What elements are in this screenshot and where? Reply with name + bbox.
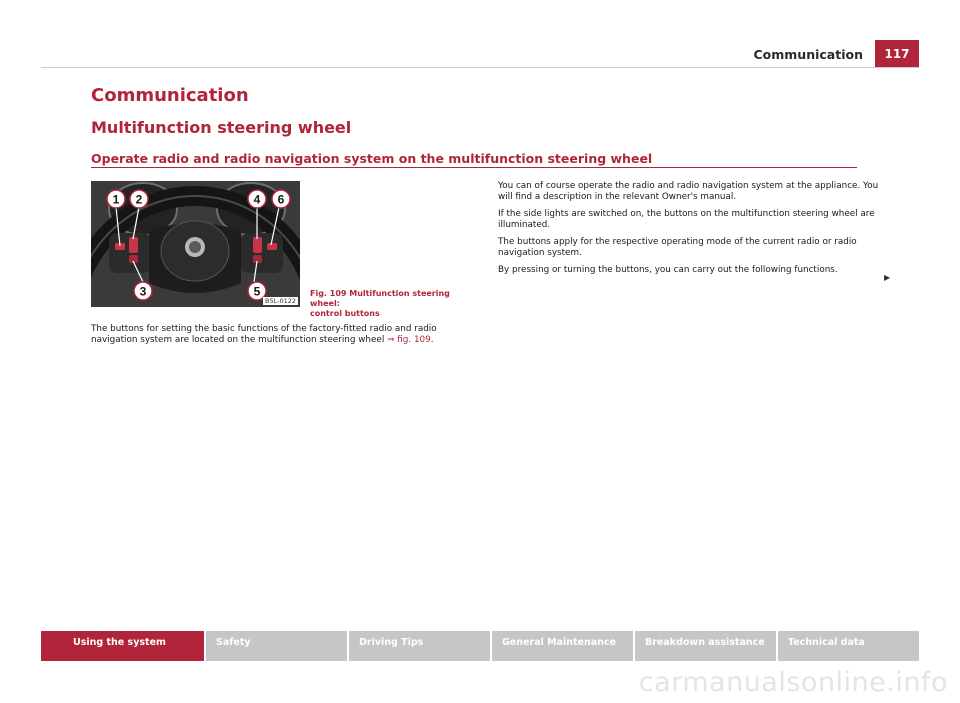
paragraph-operating-mode: The buttons apply for the respective operating mode of the current radio or radio navigation system. [498,237,857,258]
callout-1: 1 [112,192,120,207]
nav-tab-general-maintenance[interactable]: General Maintenance [492,631,633,661]
callout-3: 3 [139,284,147,299]
header-rule [41,67,919,68]
paragraph-illumination: If the side lights are switched on, the buttons on the multifunction steering wheel are illuminated. [498,209,875,230]
bottom-navigation [41,631,919,661]
page-number: 117 [875,40,919,67]
paragraph-functions: By pressing or turning the buttons, you can carry out the following functions. [498,265,838,275]
subsection-rule [91,167,857,168]
nav-tab-breakdown-assistance[interactable]: Breakdown assistance [635,631,776,661]
nav-tab-safety[interactable]: Safety [206,631,347,661]
nav-tab-driving-tips[interactable]: Driving Tips [349,631,490,661]
intro-end: . [430,335,434,345]
nav-tab-using-the-system[interactable]: Using the system [41,631,204,661]
intro-text: The buttons for setting the basic functions of the factory-fitted radio and radio navigation system are located on the multifunction steering wheel [91,324,437,345]
paragraph-appliance: You can of course operate the radio and radio navigation system at the appliance. You will find a description in the relevant Owner's manual. [498,181,879,202]
intro-paragraph [91,324,471,346]
figure-caption-line2: control buttons [310,309,380,318]
figure-code: B5L-0122 [265,297,296,305]
callout-5: 5 [253,284,261,299]
chapter-title: Communication [91,85,249,106]
right-column [498,181,890,282]
callout-2: 2 [135,192,143,207]
nav-tab-technical-data[interactable]: Technical data [778,631,919,661]
callout-4: 4 [253,192,261,207]
figure-reference-link[interactable]: ⇒ fig. 109 [387,335,431,345]
section-title: Multifunction steering wheel [91,118,352,137]
callout-6: 6 [277,192,285,207]
continue-arrow-icon: ▶ [884,273,891,282]
steering-wheel-illustration [91,181,300,307]
steering-wheel-figure [91,181,300,307]
watermark: carmanualsonline.info [638,667,948,698]
subsection-title: Operate radio and radio navigation system on the multifunction steering wheel [91,151,653,166]
header-title: Communication [753,47,863,62]
figure-caption-line1: Fig. 109 Multifunction steering wheel: [310,289,450,308]
figure-caption [310,289,475,319]
